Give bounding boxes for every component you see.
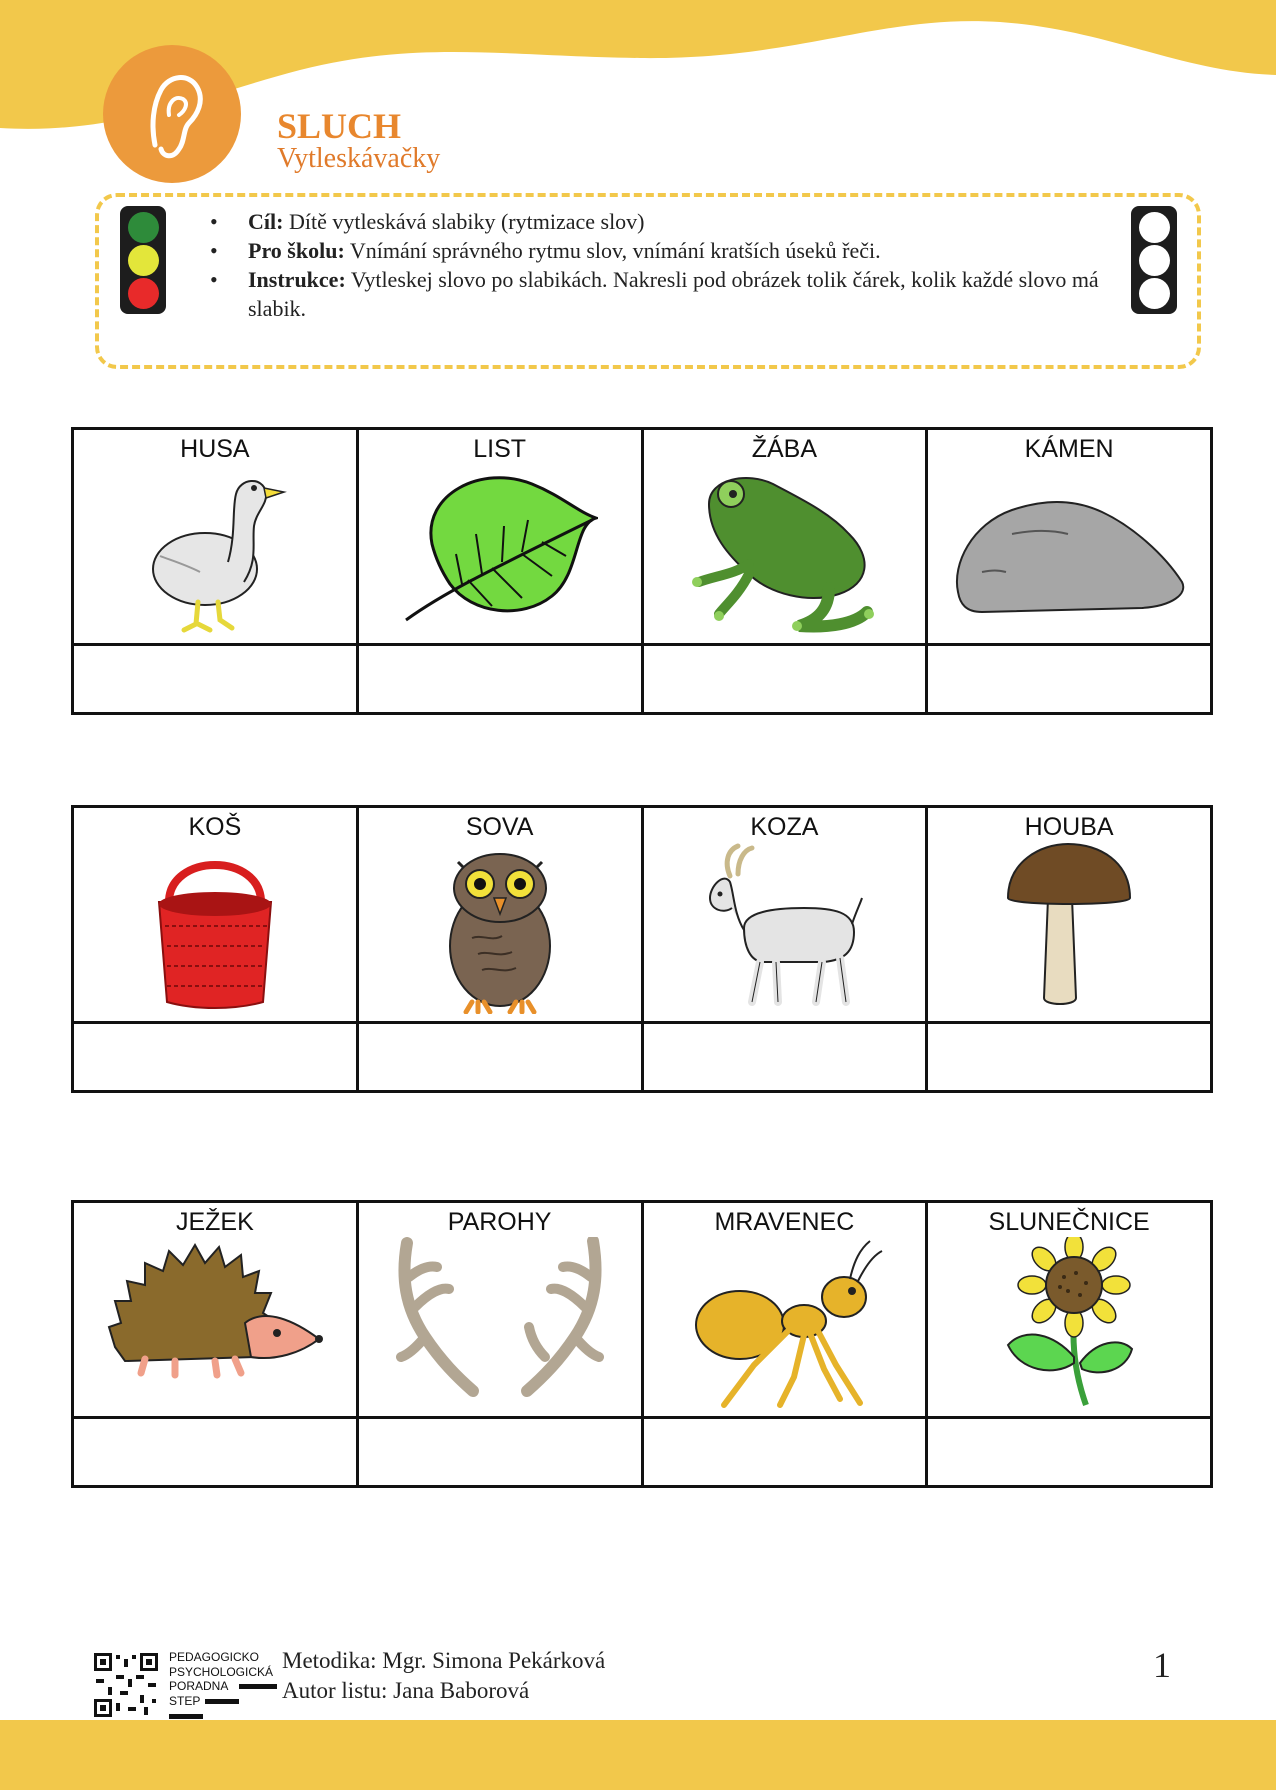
instruction-text: Dítě vytleskává slabiky (rytmizace slov) bbox=[283, 209, 645, 234]
answer-cell[interactable] bbox=[357, 645, 642, 714]
word-card bbox=[927, 429, 1212, 645]
instruction-text: Vnímání správného rytmu slov, vnímání kratších úseků řeči. bbox=[344, 238, 881, 263]
answer-cell[interactable] bbox=[73, 645, 358, 714]
page-number: 1 bbox=[1153, 1645, 1171, 1685]
word-grid-row-1 bbox=[71, 427, 1213, 715]
word-label: JEŽEK bbox=[175, 1208, 254, 1236]
footer-band bbox=[0, 1720, 1276, 1790]
instruction-label: Pro školu: bbox=[248, 238, 345, 263]
answer-cell[interactable] bbox=[73, 1023, 358, 1092]
ear-icon bbox=[103, 45, 241, 183]
logo-bar bbox=[239, 1684, 277, 1689]
page-subtitle: Vytleskávačky bbox=[277, 143, 441, 174]
owl-icon bbox=[442, 842, 558, 1014]
instruction-item: • Instrukce: Vytleskej slovo po slabikách. Nakresli pod obrázek tolik čárek, kolik každé slovo má slabik. bbox=[210, 267, 1099, 321]
mushroom-icon bbox=[1004, 842, 1134, 1008]
author-credit: Autor listu: Jana Baborová bbox=[282, 1678, 530, 1703]
word-label: MRAVENEC bbox=[714, 1208, 855, 1236]
instruction-label: Cíl: bbox=[248, 209, 284, 234]
org-line: PEDAGOGICKO bbox=[169, 1650, 260, 1664]
stone-icon bbox=[952, 494, 1186, 624]
hedgehog-icon bbox=[105, 1237, 325, 1387]
org-line: STEP bbox=[169, 1693, 201, 1708]
word-grid-row-3 bbox=[71, 1200, 1213, 1488]
traffic-light-icon bbox=[120, 206, 166, 314]
answer-cell[interactable] bbox=[642, 1418, 927, 1487]
ant-icon bbox=[684, 1237, 884, 1409]
empty-lamp bbox=[1139, 245, 1170, 276]
qr-code-icon bbox=[92, 1651, 160, 1719]
word-label: SLUNEČNICE bbox=[988, 1208, 1150, 1236]
answer-cell[interactable] bbox=[927, 1023, 1212, 1092]
instruction-text: Vytleskej slovo po slabikách. Nakresli pod obrázek tolik čárek, kolik každé slovo má slabik. bbox=[248, 267, 1099, 321]
word-card bbox=[927, 807, 1212, 1023]
word-card bbox=[642, 807, 927, 1023]
methodology-credit: Metodika: Mgr. Simona Pekárková bbox=[282, 1648, 606, 1673]
word-label: LIST bbox=[473, 435, 527, 463]
empty-lamp bbox=[1139, 278, 1170, 309]
ear-badge bbox=[103, 45, 241, 183]
logo-bar bbox=[169, 1714, 203, 1719]
answer-cell[interactable] bbox=[357, 1023, 642, 1092]
word-label: SOVA bbox=[465, 813, 534, 841]
answer-cell[interactable] bbox=[927, 1418, 1212, 1487]
leaf-icon bbox=[402, 464, 598, 624]
word-card bbox=[927, 1202, 1212, 1418]
yellow-lamp bbox=[128, 245, 159, 276]
word-label: KÁMEN bbox=[1024, 435, 1114, 463]
answer-cell[interactable] bbox=[642, 1023, 927, 1092]
antlers-icon bbox=[385, 1237, 615, 1397]
word-label: KOZA bbox=[750, 813, 819, 841]
credits bbox=[282, 1646, 605, 1706]
answer-cell[interactable] bbox=[927, 645, 1212, 714]
word-card bbox=[73, 1202, 358, 1418]
instruction-label: Instrukce: bbox=[248, 267, 346, 292]
page-title: SLUCH bbox=[277, 106, 402, 146]
org-line: PSYCHOLOGICKÁ bbox=[169, 1664, 274, 1679]
word-card bbox=[642, 429, 927, 645]
frog-icon bbox=[679, 464, 889, 636]
word-card bbox=[357, 429, 642, 645]
word-card bbox=[642, 1202, 927, 1418]
org-line: PORADNA bbox=[169, 1679, 229, 1693]
goose-icon bbox=[140, 464, 290, 636]
sunflower-icon bbox=[1004, 1237, 1134, 1409]
answer-cell[interactable] bbox=[357, 1418, 642, 1487]
instruction-item: • Cíl: Dítě vytleskává slabiky (rytmizace slov) bbox=[210, 209, 645, 234]
instruction-item: • Pro školu: Vnímání správného rytmu slov, vnímání kratších úseků řeči. bbox=[210, 238, 881, 263]
word-label: HOUBA bbox=[1024, 813, 1114, 841]
word-label: ŽÁBA bbox=[751, 435, 818, 463]
red-lamp bbox=[128, 278, 159, 309]
answer-cell[interactable] bbox=[642, 645, 927, 714]
instruction-list bbox=[210, 207, 1130, 323]
word-label: PAROHY bbox=[447, 1208, 552, 1236]
basket-icon bbox=[155, 842, 275, 1010]
word-label: HUSA bbox=[180, 435, 250, 463]
word-label: KOŠ bbox=[188, 813, 242, 841]
goat-icon bbox=[704, 842, 864, 1008]
green-lamp bbox=[128, 212, 159, 243]
word-card bbox=[73, 807, 358, 1023]
empty-traffic-light-icon bbox=[1131, 206, 1177, 314]
answer-cell[interactable] bbox=[73, 1418, 358, 1487]
org-logo bbox=[169, 1650, 273, 1708]
empty-lamp bbox=[1139, 212, 1170, 243]
logo-bar bbox=[205, 1699, 239, 1704]
word-grid-row-2 bbox=[71, 805, 1213, 1093]
word-card bbox=[73, 429, 358, 645]
word-card bbox=[357, 1202, 642, 1418]
word-card bbox=[357, 807, 642, 1023]
